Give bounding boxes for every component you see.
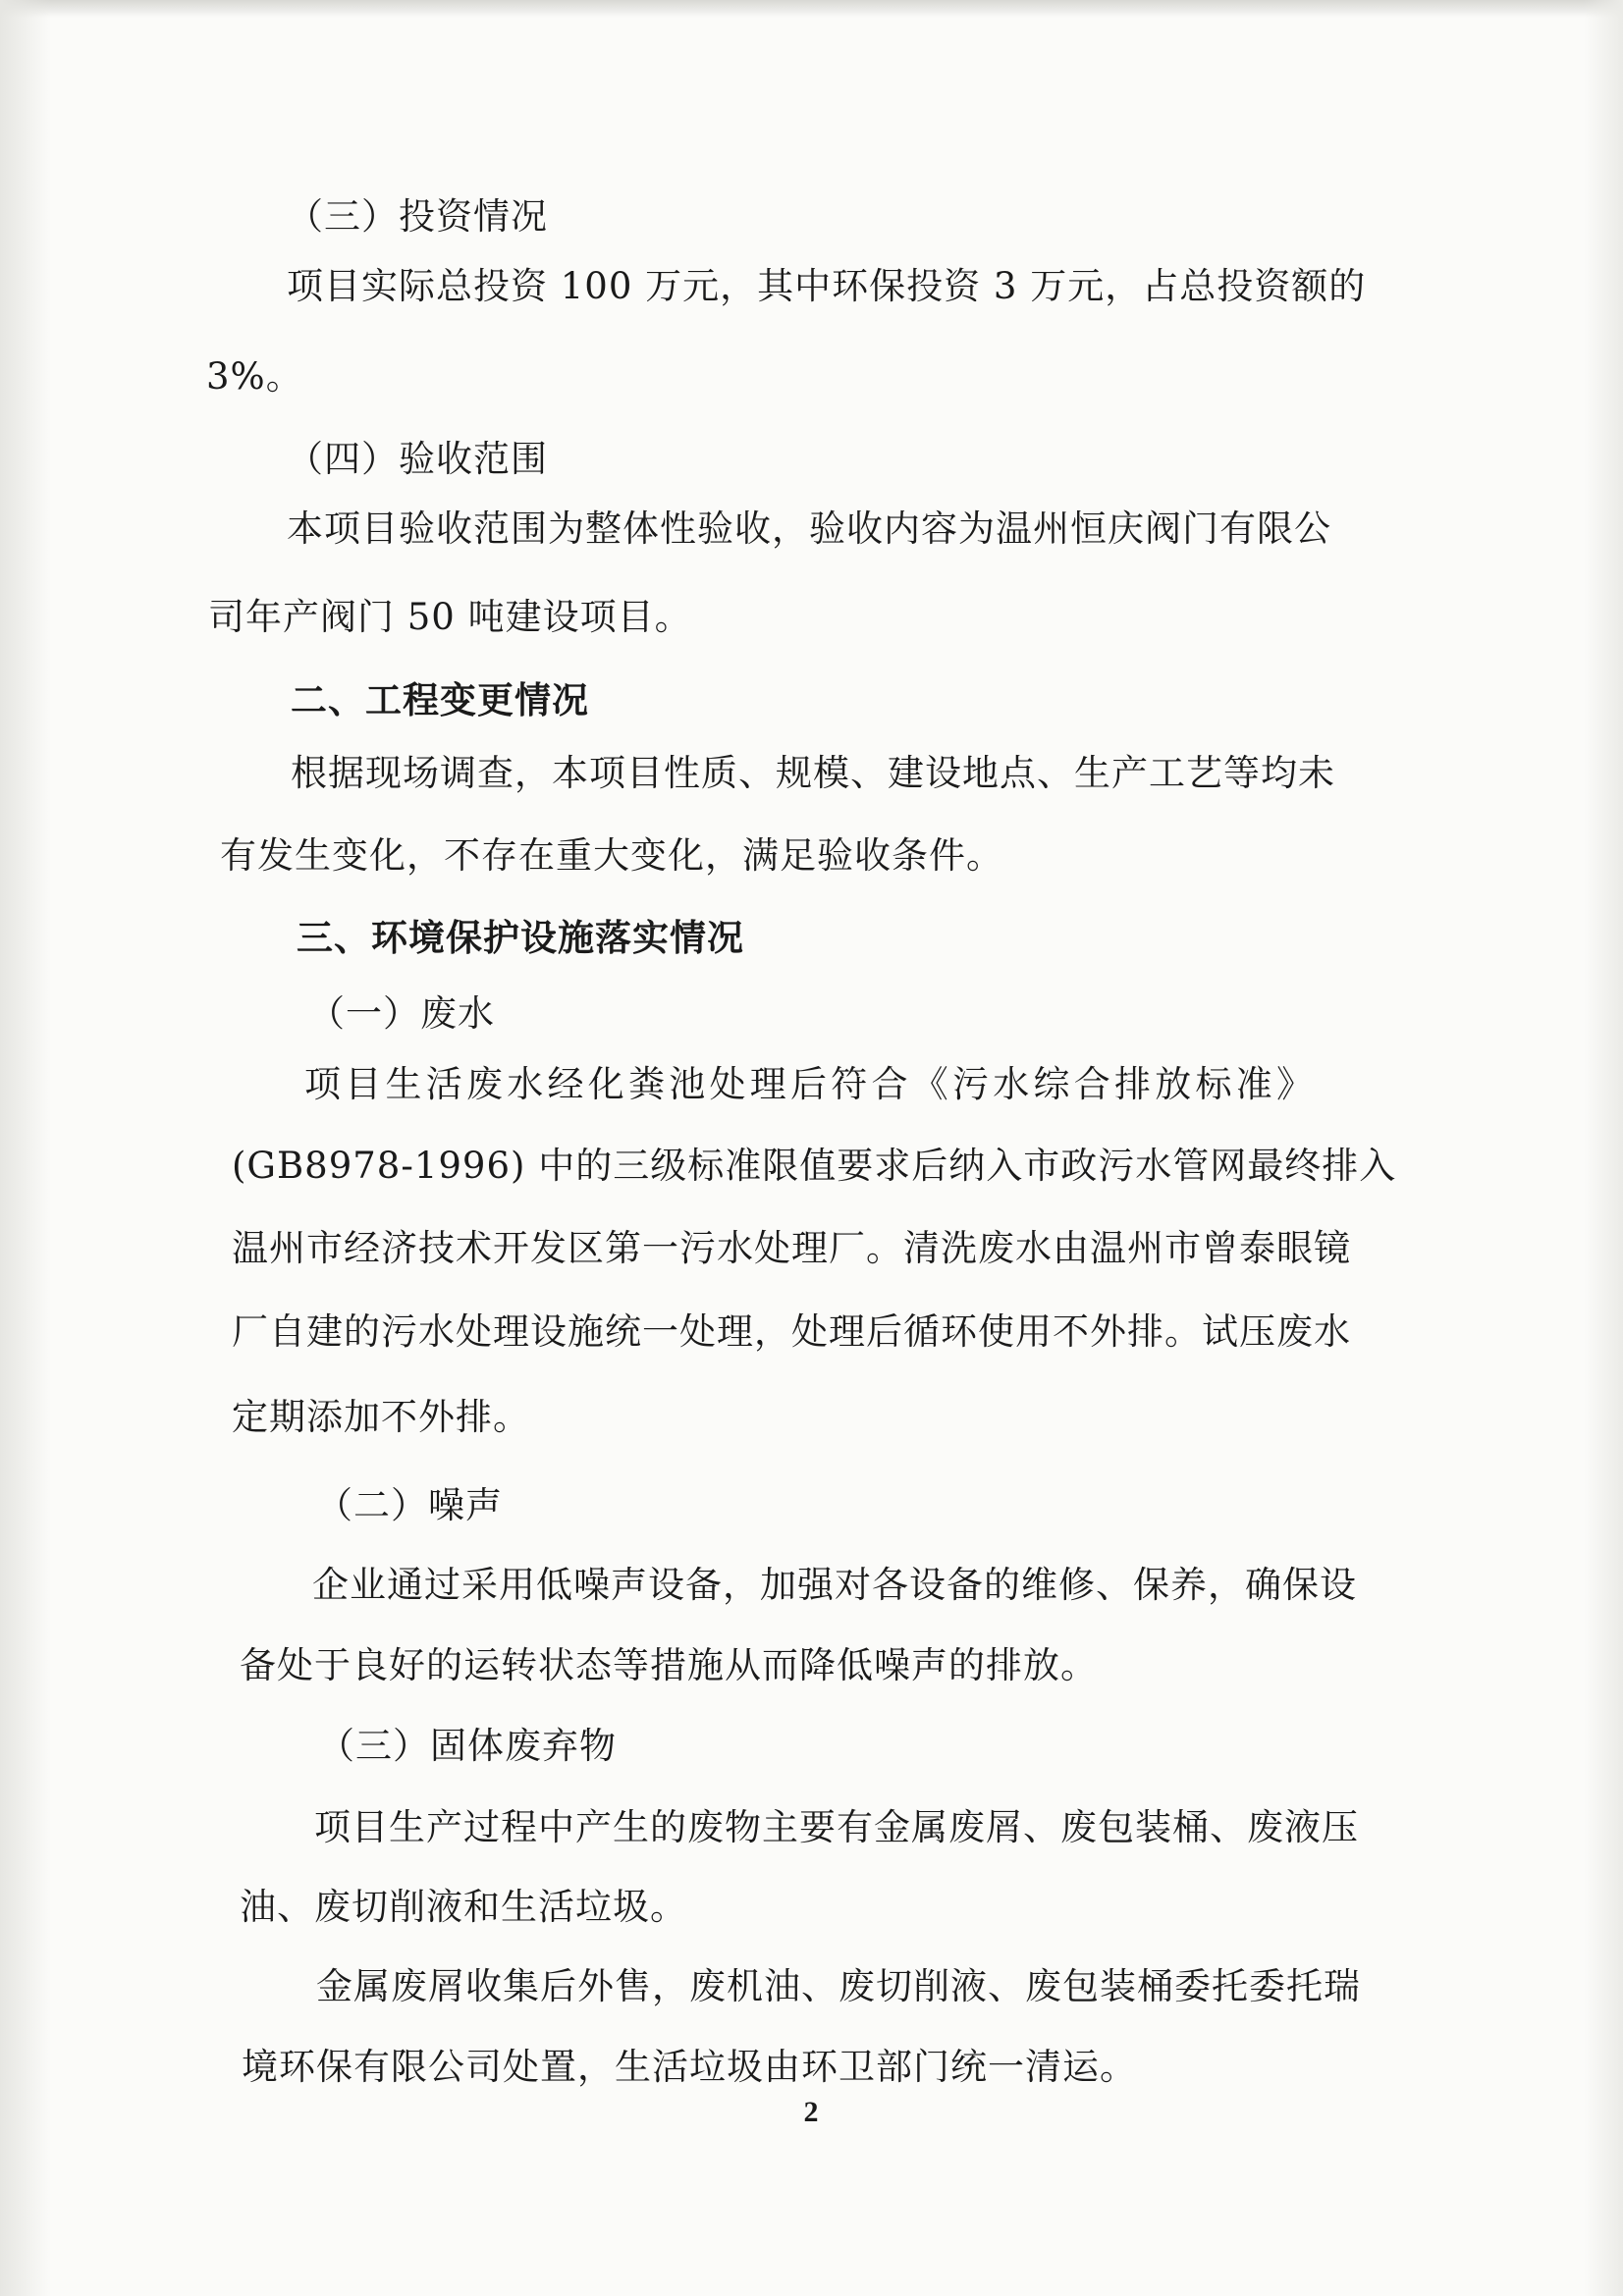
changes-paragraph-line-2: 有发生变化，不存在重大变化，满足验收条件。 bbox=[220, 834, 1003, 877]
env-protection-heading: 三、环境保护设施落实情况 bbox=[297, 916, 744, 959]
scan-top-shadow bbox=[0, 0, 1623, 18]
scope-heading: （四）验收范围 bbox=[287, 438, 548, 480]
solid-waste-line-1: 项目生产过程中产生的废物主要有金属废屑、废包装桶、废液压 bbox=[314, 1806, 1359, 1848]
scope-paragraph-line-1: 本项目验收范围为整体性验收，验收内容为温州恒庆阀门有限公 bbox=[287, 507, 1331, 550]
scan-left-edge bbox=[0, 0, 51, 2296]
scan-right-edge bbox=[1584, 0, 1623, 2296]
solid-waste-heading: （三）固体废弃物 bbox=[318, 1725, 617, 1767]
investment-paragraph-line-1: 项目实际总投资 100 万元，其中环保投资 3 万元，占总投资额的 bbox=[287, 265, 1367, 307]
wastewater-line-5: 定期添加不外排。 bbox=[232, 1396, 530, 1438]
solid-waste-line-4: 境环保有限公司处置，生活垃圾由环卫部门统一清运。 bbox=[242, 2046, 1137, 2088]
wastewater-line-3: 温州市经济技术开发区第一污水处理厂。清洗废水由温州市曾泰眼镜 bbox=[232, 1227, 1351, 1269]
solid-waste-line-3: 金属废屑收集后外售，废机油、废切削液、废包装桶委托委托瑞 bbox=[316, 1965, 1361, 2007]
scope-paragraph-line-2: 司年产阀门 50 吨建设项目。 bbox=[208, 596, 692, 638]
page-number: 2 bbox=[803, 2096, 819, 2128]
investment-paragraph-line-2: 3%。 bbox=[206, 355, 303, 398]
noise-line-1: 企业通过采用低噪声设备，加强对各设备的维修、保养，确保设 bbox=[312, 1564, 1357, 1606]
wastewater-heading: （一）废水 bbox=[308, 992, 495, 1035]
investment-heading: （三）投资情况 bbox=[287, 195, 548, 238]
wastewater-line-4: 厂自建的污水处理设施统一处理，处理后循环使用不外排。试压废水 bbox=[232, 1310, 1351, 1353]
noise-line-2: 备处于良好的运转状态等措施从而降低噪声的排放。 bbox=[240, 1644, 1098, 1686]
wastewater-line-1: 项目生活废水经化粪池处理后符合《污水综合排放标准》 bbox=[304, 1063, 1314, 1105]
noise-heading: （二）噪声 bbox=[316, 1484, 503, 1526]
solid-waste-line-2: 油、废切削液和生活垃圾。 bbox=[240, 1886, 687, 1928]
wastewater-line-2: (GB8978-1996) 中的三级标准限值要求后纳入市政污水管网最终排入 bbox=[232, 1145, 1397, 1187]
changes-heading: 二、工程变更情况 bbox=[291, 678, 589, 721]
changes-paragraph-line-1: 根据现场调查，本项目性质、规模、建设地点、生产工艺等均未 bbox=[291, 752, 1335, 794]
